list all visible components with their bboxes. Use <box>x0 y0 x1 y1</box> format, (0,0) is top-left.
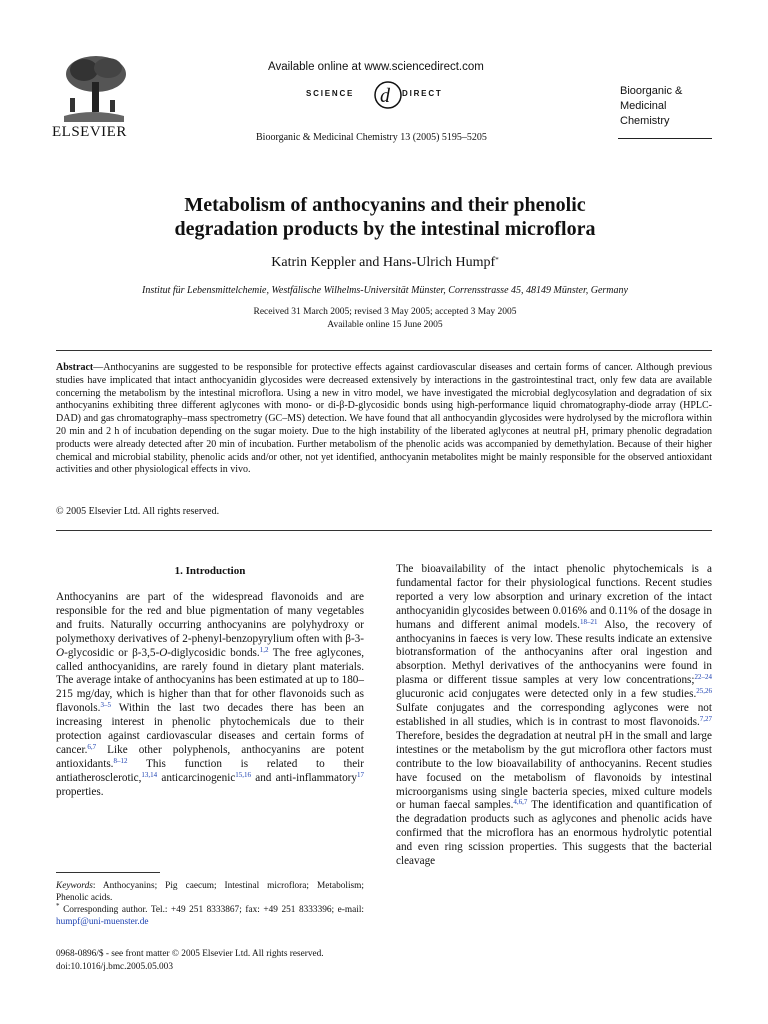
text-run: and anti-inflammatory <box>251 771 357 784</box>
doi-line[interactable]: doi:10.1016/j.bmc.2005.05.003 <box>56 961 173 972</box>
title-line: degradation products by the intestinal microflora <box>174 218 596 240</box>
text-run: glucuronic acid conjugates were detected only in a few studies. <box>396 688 697 701</box>
text-run: Anthocyanins are part of the widespread flavonoids and are responsible for the red and blue pigmentation of many vegetables and fruits. Naturally occurring anthocyanins are polyhydroxy or polymethoxy derivatives of 2-phenyl-benzopyrylium often with β-3- <box>56 591 364 645</box>
sd-logo-direct: DIRECT <box>402 89 443 98</box>
citation-link[interactable]: 22–24 <box>694 673 712 682</box>
article-authors <box>90 255 680 271</box>
citation-link[interactable]: 3–5 <box>100 701 111 710</box>
text-run: This function is related to their antiatherosclerotic, <box>56 757 364 784</box>
citation-link[interactable]: 7,27 <box>699 714 712 723</box>
affiliation: Institut für Lebensmittelchemie, Westfälische Wilhelms-Universität Münster, Corrensstrasse 45, 48149 Münster, Germany <box>142 285 628 296</box>
text-run: The bioavailability of the intact phenolic phytochemicals is a fundamental factor for their physiological functions. Recent studies reported a very low absorption and urinary excretion of the intact anthocyanidin glycosides between 0.016% and 0.11% of the dosage in humans and different animal models. <box>396 563 712 631</box>
journal-citation: Bioorganic & Medicinal Chemistry 13 (2005) 5195–5205 <box>256 132 487 143</box>
text-run: Sulfate conjugates and the corresponding aglycones were not established in all studies, which is in contrast to most flavonoids. <box>396 702 712 728</box>
text-run: glycosidic or β-3,5- <box>67 646 160 659</box>
journal-divider <box>618 138 712 139</box>
citation-link[interactable]: 13,14 <box>141 770 158 779</box>
abstract <box>56 362 712 477</box>
citation-link[interactable]: 25,26 <box>696 687 712 696</box>
article-dates <box>90 306 680 332</box>
citation-link[interactable]: 15,16 <box>235 770 252 779</box>
text-run-italic: O <box>159 646 168 659</box>
keywords-label: Keywords <box>56 881 93 891</box>
footnotes <box>56 880 364 928</box>
title-line: Metabolism of anthocyanins and their phenolic <box>184 194 586 216</box>
journal-name-line: Chemistry <box>620 115 670 127</box>
publisher-name: ELSEVIER <box>52 124 127 140</box>
citation-link[interactable]: 6,7 <box>87 742 97 751</box>
available-online-text[interactable]: Available online at www.sciencedirect.com <box>268 61 484 73</box>
citation-link[interactable]: 18–21 <box>579 617 598 626</box>
citation-link[interactable]: 8–12 <box>113 756 128 765</box>
citation-link[interactable]: 1,2 <box>259 645 269 654</box>
svg-text:d: d <box>380 85 390 107</box>
section-heading-introduction: 1. Introduction <box>174 565 246 577</box>
text-run: anticarcinogenic <box>157 771 236 784</box>
text-run: Like other polyphenols, anthocyanins are potent antioxidants. <box>56 743 364 770</box>
authors-text: Katrin Keppler and Hans-Ulrich Humpf <box>271 255 496 270</box>
author-email-link[interactable]: humpf@uni-muenster.de <box>56 917 149 927</box>
footnote-rule <box>56 872 160 873</box>
journal-name-line: Bioorganic & <box>620 85 683 97</box>
dates-online: Available online 15 June 2005 <box>327 320 443 330</box>
text-run: The identification and quantification of the degradation products such as aglycones and phenolic acids have confirmed that the microflora has an enormous hydrolytic potential and even ring scission properties. This suggests that the bacterial cleavage <box>396 799 712 868</box>
text-run: The free aglycones, called anthocyanidins, are rarely found in dietary plant materials. The average intake of anthocyanins has been estimated at up to 180–215 mg/day, which is higher than that for other flavonoids such as flavonols. <box>56 646 364 715</box>
intro-paragraph-left: Anthocyanins are part of the widespread flavonoids and are responsible for the red and blue pigmentation of many vegetables and fruits. Naturally occurring anthocyanins are polyhydroxy or polymethoxy derivatives of 2-phenyl-benzopyrylium often with β-3-O-glycosidic or β-3,5-O-diglycosidic bonds.$^{1,2}$ The free aglycones, called anthocyanidins, are rarely found in dietary plant materials. The average intake of anthocyanins has been estimated at up to 180–215 mg/day, which is higher than that for other flavonoids such as flavonols.$^{3-5}$ Within the last two decades there has been an increasing interest in phenolic phytochemicals due to their protection against cardiovascular diseases and certain forms of cancer.$^{6,7}$ Like other polyphenols, anthocyanins are potent antioxidants.$^{8-12}$ This function is related to their antiatherosclerotic,$^{13,14}$ anticarcinogenic$^{15,16}$ and anti-inflammatory$^{17}$ properties. <box>56 591 364 798</box>
keywords-text: : Anthocyanins; Pig caecum; Intestinal microflora; Metabolism; Phenolic acids. <box>56 881 364 903</box>
abstract-text: —Anthocyanins are suggested to be responsible for protective effects against cardiovascular diseases and certain forms of cancer. Although previous studies have implicated that intact anthocyanidin glycosides were decreased extensively by interactions in the gastrointestinal tract, only few data are available concerning the metabolism by the intestinal microflora. Using a new in vitro model, we have investigated the microbial deglycosylation and degradation of six anthocyanins exhibiting three different aglycones with mono- or di-β-D-glycosidic bonds using high-performance liquid chromatography-diode array (HPLC-DAD) and gas chromatography–mass spectrometry (GC–MS) detection. We have found that all anthocyandin glycosides were hydrolysed by the microflora within 20 min and 2 h of incubation depending on the sugar moiety. Due to the high instability of the liberated aglycones at neutral pH, primary phenolic degradation products were already detected after 20 min of incubation. Further metabolism of the phenolic acids was accompanied by demethylation. Because of their higher chemical and microbial stability, phenolic acids and/or other, not yet identified, anthocyanin metabolites might be mainly responsible for the observed antioxidant activities and other physiological effects in vivo. <box>56 362 712 476</box>
text-run: properties. <box>56 785 104 798</box>
journal-name <box>620 84 720 129</box>
issn-doi <box>56 948 416 973</box>
corresponding-author-footnote <box>56 904 364 928</box>
text-run: -diglycosidic bonds. <box>167 646 260 659</box>
text-run-italic: O <box>56 646 65 659</box>
abstract-top-rule <box>56 350 712 351</box>
elsevier-tree-logo <box>56 52 130 124</box>
journal-name-line: Medicinal <box>620 100 667 112</box>
text-run: Also, the recovery of anthocyanins in faeces is very low. These results indicate an extensive biotransformation of the anthocyanins after oral ingestion and absorption. Methyl derivatives of the anthocyanins were found in plasma or different tissue samples at very low concentrations; <box>396 618 712 687</box>
text-run: Within the last two decades there has been an increasing interest in phenolic phytochemicals due to their protection against cardiovascular diseases and certain forms of cancer. <box>56 702 364 756</box>
abstract-label: Abstract <box>56 362 94 373</box>
corr-mark: * <box>56 902 60 910</box>
abstract-bottom-rule <box>56 530 712 531</box>
issn-line: 0968-0896/$ - see front matter © 2005 Elsevier Ltd. All rights reserved. <box>56 949 324 959</box>
keywords-footnote <box>56 880 364 904</box>
citation-link[interactable]: 17 <box>357 770 364 779</box>
dates-received: Received 31 March 2005; revised 3 May 2005; accepted 3 May 2005 <box>253 307 517 317</box>
citation-link[interactable]: 4,6,7 <box>513 798 528 807</box>
corresponding-author-mark[interactable]: * <box>495 256 499 264</box>
abstract-copyright: © 2005 Elsevier Ltd. All rights reserved. <box>56 506 220 517</box>
text-run: Therefore, besides the degradation at neutral pH in the small and large intestines or the metabolism by the gut microflora other factors must contribute to the low bioavailability of anthocyanins. Recent studies have focused on the metabolism of flavonoids by intestinal microorganisms using single bacteria species, mixed culture models or human faecal samples. <box>396 729 712 812</box>
sd-logo-science: SCIENCE <box>306 89 355 98</box>
corr-text: Corresponding author. Tel.: +49 251 8333867; fax: +49 251 8333396; e-mail: <box>59 905 364 915</box>
article-title <box>90 193 680 241</box>
intro-paragraph-right <box>396 563 712 869</box>
